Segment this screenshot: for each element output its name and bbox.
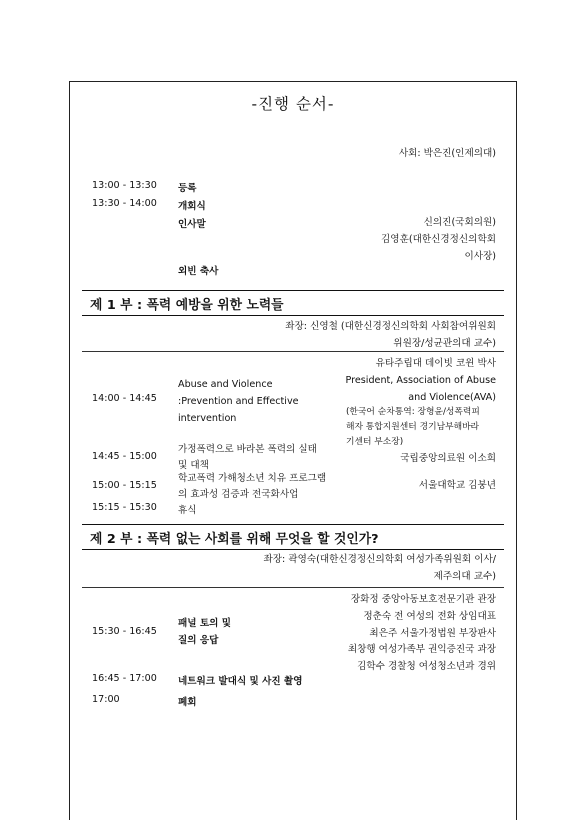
talk-line: :Prevention and Effective	[178, 396, 299, 407]
item-closing: 폐회	[178, 697, 197, 708]
divider	[82, 587, 504, 588]
time-talk3: 15:00 - 15:15	[92, 480, 157, 491]
part1-heading: 제 1 부 : 폭력 예방을 위한 노력들	[82, 290, 504, 316]
panelist: 정춘숙 전 여성의 전화 상임대표	[363, 610, 496, 622]
chair-line: 좌장: 신영철 (대한신경정신의학회 사회참여위원회	[285, 321, 496, 332]
chair-line: 제주의대 교수)	[433, 571, 496, 582]
part2-chair	[263, 551, 496, 585]
speaker-line: President, Association of Abuse	[345, 375, 496, 386]
talk1-interpreter	[346, 405, 480, 450]
chair-line: 위원장/성균관의대 교수)	[393, 338, 496, 349]
chair-line: 좌장: 곽영숙(대한신경정신의학회 여성가족위원회 이사/	[263, 554, 496, 565]
host-line: 사회: 박은진(인제의대)	[398, 148, 496, 159]
page-title: -진행 순서-	[251, 95, 335, 113]
panelist: 김학수 경찰청 여성청소년과 경위	[357, 661, 496, 673]
item-opening: 개회식	[178, 201, 206, 212]
panelists	[348, 592, 496, 676]
talk3-speaker: 서울대학교 김붕년	[418, 480, 496, 491]
talk3-title	[178, 471, 326, 503]
panelist: 최은주 서울가정법원 부장판사	[369, 627, 496, 639]
divider	[82, 351, 504, 352]
panel-title	[178, 615, 231, 649]
part1-chair	[285, 318, 496, 352]
talk-line: 및 대책	[178, 460, 209, 471]
talk1-title	[178, 376, 299, 427]
speaker-line: and Violence(AVA)	[408, 392, 496, 403]
talk2-speaker: 국립중앙의료원 이소희	[400, 453, 496, 464]
item-guest-remarks: 외빈 축사	[178, 266, 219, 277]
note-line: (한국어 순차통역: 장형윤/성폭력피	[346, 407, 480, 417]
time-opening: 13:30 - 14:00	[92, 198, 157, 209]
note-line: 해자 통합지원센터 경기남부해바라	[346, 422, 480, 432]
note-line: 기센터 부소장)	[346, 437, 404, 447]
time-launch: 16:45 - 17:00	[92, 673, 157, 684]
time-break: 15:15 - 15:30	[92, 502, 157, 513]
talk-line: 의 효과성 검증과 전국화사업	[178, 489, 299, 500]
time-registration: 13:00 - 13:30	[92, 180, 157, 191]
panelist: 장화정 중앙아동보호전문기관 관장	[350, 594, 496, 605]
panel-line: 질의 응답	[178, 635, 219, 646]
time-talk1: 14:00 - 14:45	[92, 393, 157, 404]
speaker-line: 이사장)	[464, 251, 496, 262]
time-panel: 15:30 - 16:45	[92, 626, 157, 637]
talk-line: 가정폭력으로 바라본 폭력의 실태	[178, 444, 317, 455]
panelist: 최창행 여성가족부 권익증진국 과장	[347, 644, 496, 656]
talk-line: Abuse and Violence	[178, 379, 273, 390]
speaker-line: 김영훈(대한신경정신의학회	[381, 234, 496, 245]
time-closing: 17:00	[92, 694, 120, 705]
item-registration: 등록	[178, 183, 197, 194]
greeting-speakers	[381, 214, 496, 265]
time-talk2: 14:45 - 15:00	[92, 451, 157, 462]
panel-line: 패널 토의 및	[178, 618, 232, 629]
talk2-title	[178, 442, 317, 474]
talk1-speaker	[346, 355, 496, 406]
program-frame	[69, 81, 517, 820]
talk-line: 학교폭력 가해청소년 치유 프로그램	[178, 473, 327, 484]
item-greeting: 인사말	[178, 219, 206, 230]
part2-heading: 제 2 부 : 폭력 없는 사회를 위해 무엇을 할 것인가?	[82, 524, 504, 550]
talk-line: intervention	[178, 413, 237, 424]
speaker-line: 신의진(국회의원)	[423, 217, 496, 228]
speaker-line: 유타주립대 데이빗 코윈 박사	[375, 358, 496, 369]
item-break: 휴식	[178, 505, 197, 516]
item-launch: 네트워크 발대식 및 사진 촬영	[178, 676, 303, 687]
